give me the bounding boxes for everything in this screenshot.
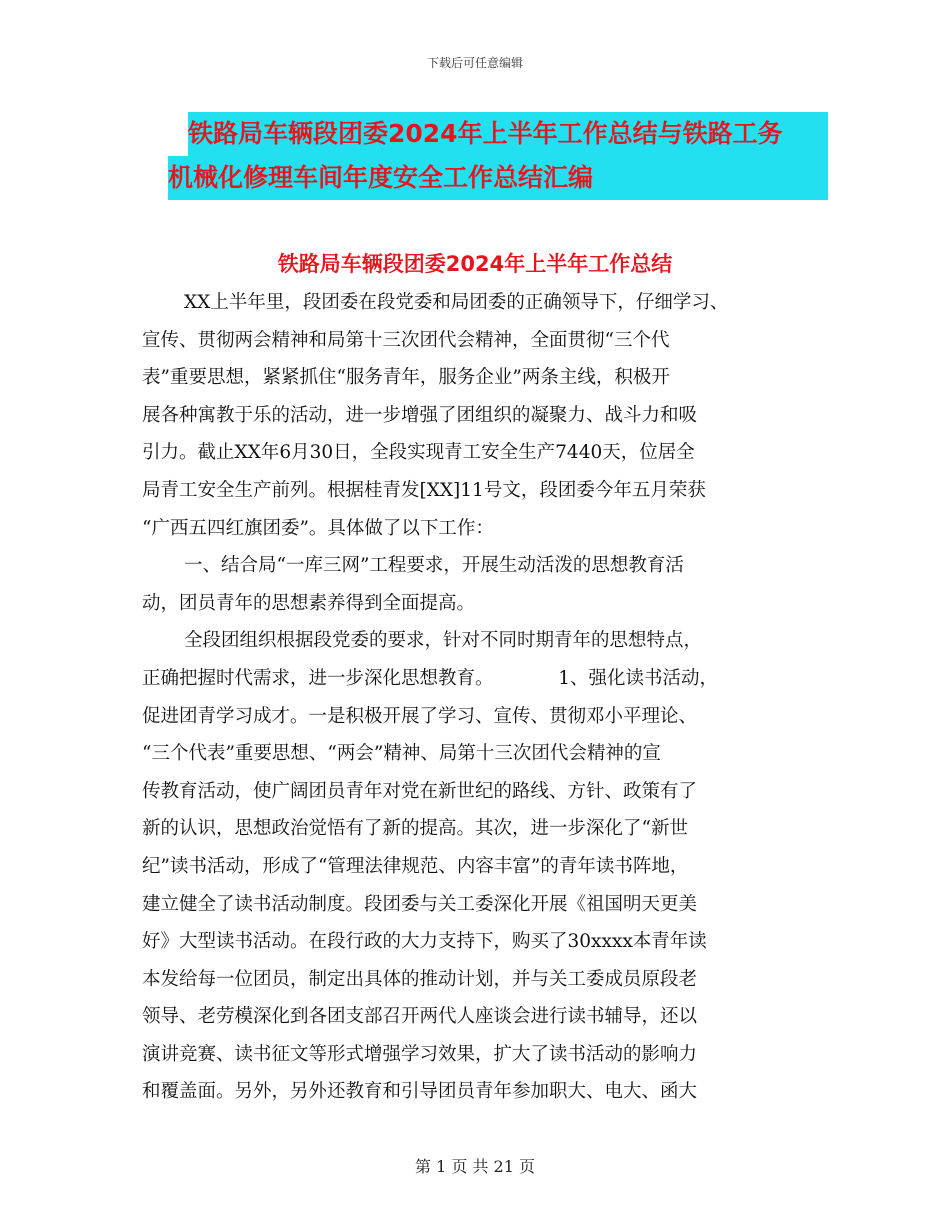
body-line: 表”重要思想，紧紧抓住“服务青年，服务企业”两条主线，积极开 [142, 367, 670, 389]
section-title: 铁路局车辆段团委2024年上半年工作总结 [277, 252, 673, 276]
body-line: 演讲竞赛、读书征文等形式增强学习效果，扩大了读书活动的影响力 [142, 1043, 698, 1065]
body-text [142, 284, 822, 1111]
document-title [168, 112, 828, 200]
body-line: 本发给每一位团员，制定出具体的推动计划，并与关工委成员原段老 [142, 968, 698, 990]
body-line: 新的认识，思想政治觉悟有了新的提高。其次，进一步深化了“新世 [142, 818, 688, 840]
page-footer: 第 1 页 共 21 页 [415, 1157, 535, 1176]
document-title-line-2 [168, 156, 828, 200]
body-line: 宣传、贯彻两会精神和局第十三次团代会精神，全面贯彻“三个代 [142, 329, 670, 351]
body-line: 领导、老劳模深化到各团支部召开两代人座谈会进行读书辅导，还以 [142, 1006, 698, 1028]
body-line: 一、结合局“一库三网”工程要求，开展生动活泼的思想教育活 [184, 555, 684, 577]
body-line: “三个代表”重要思想、“两会”精神、局第十三次团代会精神的宣 [142, 743, 661, 765]
body-line: 正确把握时代需求，进一步深化思想教育。 1、强化读书活动， [142, 667, 719, 689]
body-line: 建立健全了读书活动制度。段团委与关工委深化开展《祖国明天更美 [142, 893, 698, 915]
body-line: 局青工安全生产前列。根据桂青发[XX]11号文，段团委今年五月荣获 [142, 479, 706, 501]
title-highlight: 机械化修理车间年度安全工作总结汇编 [168, 163, 594, 192]
body-line: 全段团组织根据段党委的要求，针对不同时期青年的思想特点， [184, 630, 703, 652]
header-note: 下载后可任意编辑 [426, 56, 523, 70]
body-line: 传教育活动，使广阔团员青年对党在新世纪的路线、方针、政策有了 [142, 780, 698, 802]
body-line: XX上半年里，段团委在段党委和局团委的正确领导下，仔细学习、 [184, 292, 729, 313]
body-line: 好》大型读书活动。在段行政的大力支持下，购买了30xxxx本青年读 [142, 931, 707, 953]
body-line: “广西五四红旗团委”。具体做了以下工作： [142, 517, 494, 539]
body-line: 促进团青学习成才。一是积极开展了学习、宣传、贯彻邓小平理论、 [142, 705, 698, 727]
title-highlight: 铁路局车辆段团委2024年上半年工作总结与铁路工务 [188, 119, 783, 148]
document-title-line-1 [188, 112, 828, 156]
body-line: 展各种寓教于乐的活动，进一步增强了团组织的凝聚力、战斗力和吸 [142, 404, 698, 426]
body-line: 和覆盖面。另外，另外还教育和引导团员青年参加职大、电大、函大 [142, 1081, 698, 1103]
body-line: 引力。截止XX年6月30日，全段实现青工安全生产7440天，位居全 [142, 442, 695, 464]
body-line: 动，团员青年的思想素养得到全面提高。 [142, 592, 476, 614]
body-line: 纪”读书活动，形成了“管理法律规范、内容丰富”的青年读书阵地， [142, 855, 689, 877]
